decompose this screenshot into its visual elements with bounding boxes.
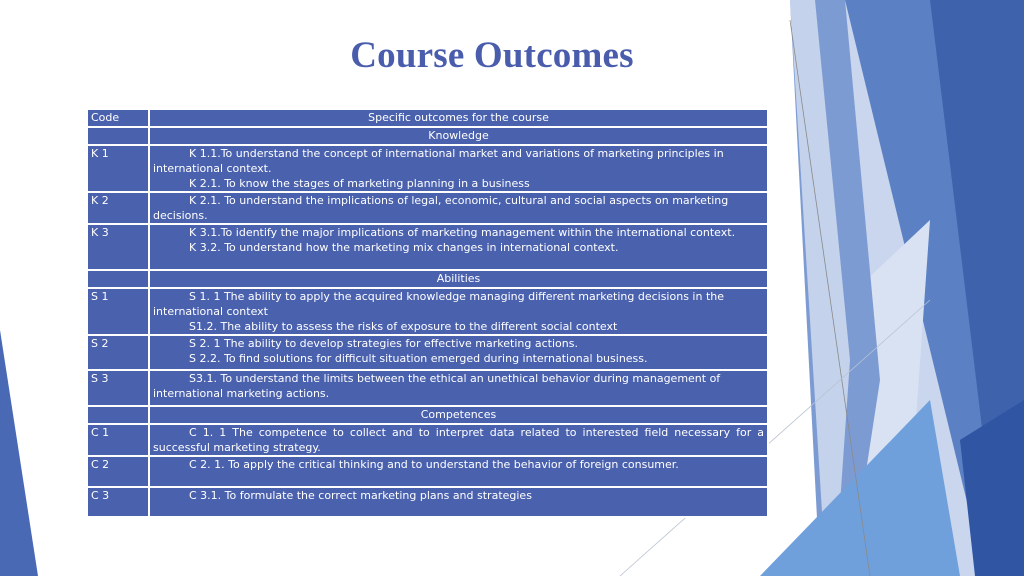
page-title: Course Outcomes	[350, 35, 634, 76]
row-code: K 2	[87, 192, 149, 224]
outcome-text: K 2.1. To understand the implications of legal, economic, cultural and social aspects on marketing decisions.	[153, 194, 729, 222]
section-row-abilities	[87, 270, 768, 288]
table-row	[87, 487, 768, 517]
row-outcome	[149, 224, 768, 270]
outcome-text: S 2. 1 The ability to develop strategies for effective marketing actions.	[189, 337, 578, 350]
outcome-text: K 3.1.To identify the major implications of marketing management within the international context.	[189, 226, 736, 239]
table-header-row	[87, 109, 768, 127]
section-competences: Competences	[149, 406, 768, 424]
table-row	[87, 288, 768, 335]
left-edge-stripe	[0, 330, 38, 576]
outcome-text: S 2.2. To find solutions for difficult situation emerged during international business.	[189, 352, 648, 365]
empty-cell	[87, 127, 149, 145]
row-code: C 3	[87, 487, 149, 517]
row-outcome	[149, 487, 768, 517]
row-code: S 2	[87, 335, 149, 370]
outcome-text: C 2. 1. To apply the critical thinking and to understand the behavior of foreign consumer.	[189, 458, 679, 471]
section-row-knowledge	[87, 127, 768, 145]
row-code: K 1	[87, 145, 149, 192]
outcome-text: C 3.1. To formulate the correct marketing plans and strategies	[189, 489, 532, 502]
row-code: S 3	[87, 370, 149, 406]
row-outcome	[149, 335, 768, 370]
header-outcomes: Specific outcomes for the course	[149, 109, 768, 127]
row-code: K 3	[87, 224, 149, 270]
row-outcome	[149, 456, 768, 487]
outcome-text: C 1. 1 The competence to collect and to interpret data related to interested field necessary for a successful marketing strategy.	[153, 426, 764, 454]
row-outcome	[149, 424, 768, 456]
table-row	[87, 370, 768, 406]
empty-cell	[87, 406, 149, 424]
header-code: Code	[87, 109, 149, 127]
section-knowledge: Knowledge	[149, 127, 768, 145]
row-outcome	[149, 370, 768, 406]
outcome-text: S3.1. To understand the limits between the ethical an unethical behavior during management of international marketing actions.	[153, 372, 721, 400]
table-row	[87, 145, 768, 192]
row-outcome	[149, 145, 768, 192]
table-row	[87, 335, 768, 370]
row-outcome	[149, 192, 768, 224]
outcome-text: K 3.2. To understand how the marketing mix changes in international context.	[189, 241, 619, 254]
outcome-text: S 1. 1 The ability to apply the acquired knowledge managing different marketing decisions in the international context	[153, 290, 724, 318]
outcome-text: K 2.1. To know the stages of marketing planning in a business	[189, 177, 530, 190]
outcome-text: S1.2. The ability to assess the risks of exposure to the different social context	[189, 320, 618, 333]
row-code: C 2	[87, 456, 149, 487]
course-outcomes-table	[86, 108, 769, 518]
table-row	[87, 456, 768, 487]
row-code: S 1	[87, 288, 149, 335]
row-outcome	[149, 288, 768, 335]
outcome-text: K 1.1.To understand the concept of international market and variations of marketing principles in international context.	[153, 147, 724, 175]
row-code: C 1	[87, 424, 149, 456]
table-row	[87, 224, 768, 270]
section-abilities: Abilities	[149, 270, 768, 288]
empty-cell	[87, 270, 149, 288]
table-row	[87, 192, 768, 224]
table-row	[87, 424, 768, 456]
section-row-competences	[87, 406, 768, 424]
